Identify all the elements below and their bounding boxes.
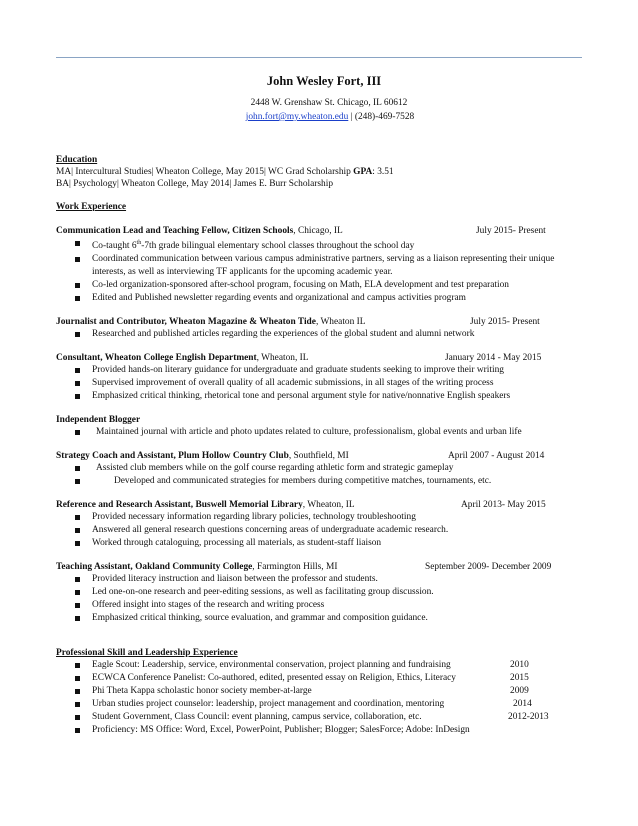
bullet-square-icon (75, 394, 80, 399)
bullet-square-icon (75, 715, 80, 720)
job-bullet: Coordinated communication between various campus administrative partners, serving as a liaison representing their unique interests, as well as interviewing TF applicants for the upcoming academic year. (56, 253, 586, 279)
job-entry (56, 316, 586, 341)
bullet-square-icon (75, 368, 80, 373)
job-location: , Wheaton IL (315, 317, 366, 328)
bullet-square-icon (75, 332, 80, 337)
bullet-square-icon (75, 515, 80, 520)
job-entry (56, 561, 586, 625)
contact-separator: | (348, 112, 355, 122)
candidate-name: John Wesley Fort, III (266, 74, 382, 88)
bullet-square-icon (75, 676, 80, 681)
job-bullet: Co-led organization-sponsored after-school program, focusing on Math, ELA development and test preparation (56, 279, 586, 292)
job-dates: April 2013- May 2015 (461, 500, 546, 511)
bullet-square-icon (75, 689, 80, 694)
job-title: Consultant, Wheaton College English Department (56, 353, 257, 364)
job-entry (56, 225, 586, 305)
bullet-square-icon (75, 728, 80, 733)
skill-item: Urban studies project counselor: leadership, project management and coordination, mentoring 2014 (56, 698, 586, 711)
job-bullet: Edited and Published newsletter regarding events and organizational and campus activities program (56, 292, 586, 305)
job-header (56, 561, 586, 573)
bullet-square-icon (75, 603, 80, 608)
job-location: , Wheaton, IL (256, 353, 309, 364)
job-bullet: Led one-on-one research and peer-editing sessions, as well as facilitating group discussion. (56, 586, 586, 599)
job-entry (56, 499, 586, 550)
bullet-square-icon (75, 541, 80, 546)
bullet-square-icon (75, 577, 80, 582)
job-title: Reference and Research Assistant, Buswell Memorial Library (56, 500, 303, 511)
bullet-square-icon (75, 528, 80, 533)
job-bullet: Worked through cataloguing, processing all materials, as student-staff liaison (56, 537, 586, 550)
education-line-ba: BA| Psychology| Wheaton College, May 2014| James E. Burr Scholarship (56, 179, 334, 189)
skill-year: 2015 (510, 673, 529, 684)
education-line-ma: MA| Intercultural Studies| Wheaton College, May 2015| WC Grad Scholarship GPA: 3.51 (56, 167, 394, 177)
job-title: Independent Blogger (56, 415, 141, 426)
skill-item: Proficiency: MS Office: Word, Excel, PowerPoint, Publisher; Blogger; SalesForce; Adobe: InDesign (56, 724, 586, 737)
job-header (56, 414, 586, 426)
job-header (56, 450, 586, 462)
job-dates: April 2007 - August 2014 (448, 451, 545, 462)
job-bullet: Emphasized critical thinking, source evaluation, and grammar and composition guidance. (56, 612, 586, 625)
skill-year: 2014 (513, 699, 532, 710)
phone-number: (248)-469-7528 (354, 112, 415, 122)
job-bullet: Provided literacy instruction and liaison between the professor and students. (56, 573, 586, 586)
job-dates: September 2009- December 2009 (425, 562, 552, 573)
skill-item: ECWCA Conference Panelist: Co-authored, edited, presented essay on Religion, Ethics, Literacy 2015 (56, 672, 586, 685)
job-bullet: Provided necessary information regarding library policies, technology troubleshooting (56, 511, 586, 524)
job-entry (56, 450, 586, 488)
job-title: Teaching Assistant, Oakland Community College (56, 562, 253, 573)
job-header (56, 499, 586, 511)
bullet-square-icon (75, 283, 80, 288)
job-entry (56, 352, 586, 403)
bullet-square-icon (75, 616, 80, 621)
work-experience-heading: Work Experience (56, 202, 127, 212)
bullet-square-icon (75, 663, 80, 668)
job-location: , Wheaton, IL (302, 500, 355, 511)
bullet-square-icon (75, 381, 80, 386)
education-heading: Education (56, 155, 98, 165)
job-header (56, 316, 586, 328)
job-location: , Southfield, MI (288, 451, 349, 462)
bullet-square-icon (75, 702, 80, 707)
job-header (56, 225, 586, 237)
bullet-square-icon (75, 479, 80, 484)
skill-year: 2010 (510, 660, 529, 671)
bullet-square-icon (75, 466, 80, 471)
bullet-square-icon (75, 430, 80, 435)
mailing-address: 2448 W. Grenshaw St. Chicago, IL 60612 (250, 98, 408, 108)
job-bullet: Offered insight into stages of the research and writing process (56, 599, 586, 612)
job-dates: January 2014 - May 2015 (445, 353, 542, 364)
skill-item: Student Government, Class Council: event planning, campus service, collaboration, etc. 2012-2013 (56, 711, 586, 724)
job-bullet: Emphasized critical thinking, rhetorical tone and personal argument style for native/nonnative English speakers (56, 390, 586, 403)
email-link[interactable]: john.fort@my.wheaton.edu (245, 112, 349, 122)
skill-year: 2009 (510, 686, 529, 697)
job-bullet: Provided hands-on literary guidance for undergraduate and graduate students seeking to improve their writing (56, 364, 586, 377)
job-bullet: Researched and published articles regarding the experiences of the global student and alumni network (56, 328, 586, 341)
job-bullet: Maintained journal with article and photo updates related to culture, professionalism, global events and urban life (56, 426, 586, 439)
skill-year: 2012-2013 (508, 712, 549, 723)
bullet-square-icon (75, 241, 80, 246)
job-header (56, 352, 586, 364)
header-divider (56, 57, 582, 58)
bullet-square-icon (75, 296, 80, 301)
skill-item: Eagle Scout: Leadership, service, environmental conservation, project planning and fundraising 2010 (56, 659, 586, 672)
job-location: , Chicago, IL (293, 226, 343, 236)
job-dates: July 2015- Present (476, 226, 546, 236)
job-bullet: Assisted club members while on the golf course regarding athletic form and strategic gameplay (56, 462, 586, 475)
job-location: , Farmington Hills, MI (252, 562, 338, 573)
resume-body (56, 154, 586, 737)
job-entry (56, 414, 586, 439)
job-bullet: Developed and communicated strategies for members during competitive matches, tournaments, etc. (56, 475, 586, 488)
skills-heading: Professional Skill and Leadership Experience (56, 648, 238, 659)
bullet-square-icon (75, 590, 80, 595)
job-title: Communication Lead and Teaching Fellow, Citizen Schools (56, 226, 294, 236)
contact-line (0, 112, 638, 122)
job-title: Journalist and Contributor, Wheaton Magazine & Wheaton Tide (56, 317, 316, 328)
job-bullet: Supervised improvement of overall quality of all academic submissions, in all stages of the writing process (56, 377, 586, 390)
job-title: Strategy Coach and Assistant, Plum Hollow Country Club (56, 451, 289, 462)
bullet-square-icon (75, 257, 80, 262)
skill-item: Phi Theta Kappa scholastic honor society member-at-large 2009 (56, 685, 586, 698)
job-bullet: Answered all general research questions concerning areas of undergraduate academic research. (56, 524, 586, 537)
job-dates: July 2015- Present (470, 317, 540, 328)
job-bullet: Co-taught 6th-7th grade bilingual elementary school classes throughout the school day (56, 237, 586, 253)
